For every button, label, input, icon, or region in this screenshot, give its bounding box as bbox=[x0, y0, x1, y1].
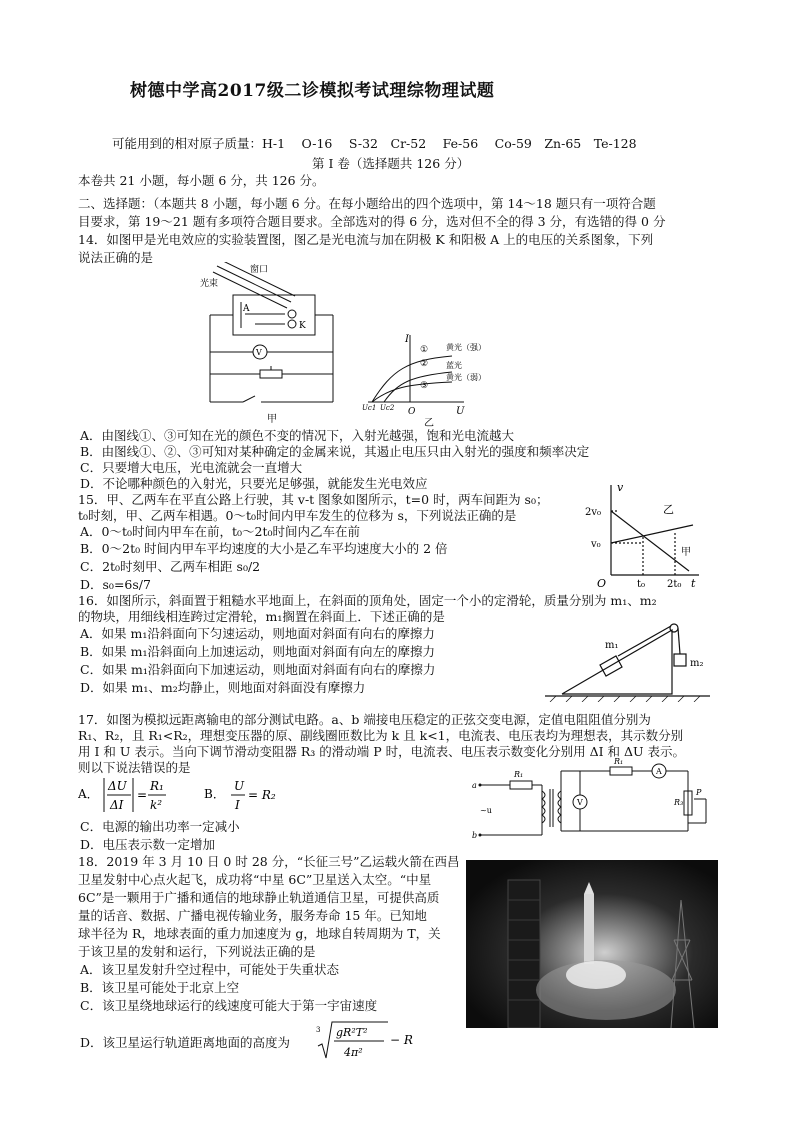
q17-b-num: U bbox=[234, 779, 245, 793]
fig-label-2: 蓝光 bbox=[446, 361, 462, 370]
q18-stem-6: 于该卫星的发射和运行，下列说法正确的是 bbox=[78, 944, 316, 959]
fig-window-label: 窗口 bbox=[250, 265, 269, 275]
fig-uc2: Uc2 bbox=[380, 404, 395, 412]
q18-stem-4: 量的话音、数据、广播电视传输业务，服务寿命 15 年。已知地 bbox=[78, 908, 427, 923]
graph-2t0: 2t₀ bbox=[667, 579, 682, 589]
q18-option-a: A．该卫星发射升空过程中，可能处于失重状态 bbox=[80, 962, 340, 977]
q16-option-a: A．如果 m₁沿斜面向下匀速运动，则地面对斜面有向右的摩擦力 bbox=[80, 626, 435, 641]
circuit-b: b bbox=[472, 831, 478, 840]
q17-option-d: D．电压表示数一定增加 bbox=[80, 837, 216, 852]
q16-incline-figure bbox=[540, 616, 715, 702]
graph-t0: t₀ bbox=[637, 579, 646, 589]
formula-numerator: gR²T² bbox=[336, 1026, 368, 1039]
q16-option-b: B．如果 m₁沿斜面向上加速运动，则地面对斜面有向左的摩擦力 bbox=[80, 644, 436, 659]
formula-tail: − R bbox=[390, 1033, 413, 1047]
graph-v-label: v bbox=[617, 481, 624, 494]
q14-option-c: C．只要增大电压，光电流就会一直增大 bbox=[80, 460, 303, 475]
graph-origin: O bbox=[597, 577, 607, 589]
fig-origin: O bbox=[408, 407, 416, 417]
q15-option-a: A．0～t₀时间内甲车在前，t₀～2t₀时间内乙车在前 bbox=[80, 524, 361, 539]
fig-voltmeter-label: V bbox=[256, 348, 262, 357]
q16-option-c: C．如果 m₁沿斜面向下加速运动，则地面对斜面有向右的摩擦力 bbox=[80, 662, 436, 677]
q17-a-num: ΔU bbox=[108, 779, 127, 793]
fig-curve-3: ③ bbox=[420, 381, 429, 391]
intro: 本卷共 21 小题，每小题 6 分，共 126 分。 bbox=[78, 173, 325, 188]
circuit-a: a bbox=[472, 781, 477, 790]
section-line-2: 目要求，第 19～21 题有多项符合题目要求。全部选对的得 6 分，选对但不全的得 3 分，有选错的得 0 分 bbox=[78, 214, 666, 229]
q14-stem-2: 说法正确的是 bbox=[78, 250, 154, 265]
q18-stem-5: 球半径为 R，地球表面的重力加速度为 g，地球自转周期为 T，关 bbox=[78, 926, 441, 941]
graph-t-label: t bbox=[691, 577, 696, 589]
q17-stem-1: 17．如图为模拟远距离输电的部分测试电路。a、b 端接电压稳定的正弦交变电源，定值电阻阻值分别为 bbox=[78, 712, 651, 727]
q17-option-c: C．电源的输出功率一定减小 bbox=[80, 819, 240, 834]
q18-option-c: C．该卫星绕地球运行的线速度可能大于第一宇宙速度 bbox=[80, 998, 378, 1013]
q18-stem-1: 18．2019 年 3 月 10 日 0 时 28 分，“长征三号”乙运载火箭在西昌 bbox=[78, 854, 460, 869]
q17-stem-3: 用 I 和 U 表示。当向下调节滑动变阻器 R₃ 的滑动端 P 时，电流表、电压表示数变化分别用 ΔI 和 ΔU 表示。 bbox=[78, 744, 686, 759]
q15-stem-1: 15．甲、乙两车在平直公路上行驶，其 v-t 图象如图所示，t=0 时，两车间距为 s₀； bbox=[78, 492, 549, 507]
q18-stem-2: 卫星发射中心点火起飞，成功将“中星 6C”卫星送入太空。“中星 bbox=[78, 872, 432, 887]
graph-2v0: 2v₀ bbox=[585, 507, 602, 518]
circuit-r1-left: R₁ bbox=[514, 770, 524, 779]
q17-option-ab bbox=[78, 774, 278, 816]
q17-b-den: I bbox=[235, 798, 240, 812]
q14-figure-yi bbox=[362, 330, 502, 430]
fig-i-axis: I bbox=[405, 334, 409, 345]
q15-stem-2: t₀时刻，甲、乙两车相遇。0～t₀时间内甲车发生的位移为 s，下列说法正确的是 bbox=[78, 508, 517, 523]
section-line-1: 二、选择题：（本题共 8 小题，每小题 6 分。在每小题给出的四个选项中，第 14～18 题只有一项符合题 bbox=[78, 196, 656, 211]
q14-option-d: D．不论哪种颜色的入射光，只要光足够强，就能发生光电效应 bbox=[80, 476, 428, 491]
q14-stem-1: 14．如图甲是光电效应的实验装置图，图乙是光电流与加在阴极 K 和阳极 A 上的电压的关系图象，下列 bbox=[78, 232, 654, 247]
q18-option-d-formula bbox=[316, 1018, 416, 1064]
svg-text:3: 3 bbox=[316, 1026, 321, 1034]
circuit-r1-right: R₁ bbox=[614, 757, 624, 766]
rocket-launch-photo bbox=[466, 860, 718, 1028]
q16-option-d: D．如果 m₁、m₂均静止，则地面对斜面没有摩擦力 bbox=[80, 680, 366, 695]
q15-option-b: B．0～2t₀ 时间内甲车平均速度的大小是乙车平均速度大小的 2 倍 bbox=[80, 541, 448, 556]
q17-b-rhs: = R₂ bbox=[248, 788, 276, 802]
fig-uc1: Uc1 bbox=[362, 404, 377, 412]
fig-cathode-label: K bbox=[299, 321, 306, 331]
fig-jia-caption: 甲 bbox=[267, 414, 277, 424]
fig-u-axis: U bbox=[456, 406, 465, 417]
part-heading: 第 I 卷（选择题共 126 分） bbox=[312, 156, 470, 171]
q16-stem-2: 的物块，用细线相连跨过定滑轮，m₁搁置在斜面上．下述正确的是 bbox=[78, 609, 445, 624]
formula-denominator: 4π² bbox=[344, 1046, 363, 1059]
fig-anode-label: A bbox=[243, 304, 250, 314]
fig-beam-label: 光束 bbox=[200, 279, 219, 289]
fig-m2-label: m₂ bbox=[690, 658, 704, 669]
graph-v0: v₀ bbox=[591, 539, 601, 550]
q17-stem-2: R₁、R₂，且 R₁<R₂，理想变压器的原、副线圈匝数比为 k 且 k<1，电流表、电压表均为理想表，其示数分别 bbox=[78, 728, 684, 743]
fig-curve-1: ① bbox=[420, 345, 429, 355]
circuit-r3: R₃ bbox=[674, 798, 684, 807]
q18-option-b: B．该卫星可能处于北京上空 bbox=[80, 980, 240, 995]
q14-figure-jia bbox=[195, 262, 345, 424]
q18-option-d-prefix: D．该卫星运行轨道距离地面的高度为 bbox=[80, 1035, 291, 1050]
q18-stem-3: 6C”是一颗用于广播和通信的地球静止轨道通信卫星，可提供高质 bbox=[78, 890, 440, 905]
q14-option-b: B．由图线①、②、③可知对某种确定的金属来说，其遏止电压只由入射光的强度和频率决定 bbox=[80, 444, 590, 459]
circuit-source: ~u bbox=[480, 806, 492, 815]
graph-line-jia: 甲 bbox=[681, 547, 691, 558]
q17-a-den: ΔI bbox=[110, 798, 124, 812]
fig-curve-2: ② bbox=[420, 359, 429, 369]
q17-a-rden: k² bbox=[150, 798, 163, 812]
circuit-voltmeter: V bbox=[577, 798, 583, 807]
q15-option-d: D．s₀=6s/7 bbox=[80, 577, 151, 592]
q16-stem-1: 16．如图所示，斜面置于粗糙水平地面上，在斜面的顶角处，固定一个小的定滑轮，质量分别为 m₁、m₂ bbox=[78, 593, 657, 608]
q15-option-c: C．2t₀时刻甲、乙两车相距 s₀/2 bbox=[80, 559, 261, 574]
fig-yi-caption: 乙 bbox=[424, 418, 434, 429]
fig-label-1: 黄光（强） bbox=[446, 343, 486, 352]
q17-stem-4: 则以下说法错误的是 bbox=[78, 760, 191, 775]
q17-a-rnum: R₁ bbox=[150, 779, 164, 793]
atomic-masses: 可能用到的相对原子质量：H-1 O-16 S-32 Cr-52 Fe-56 Co-59 Zn-65 Te-128 bbox=[112, 136, 637, 151]
q17-circuit-figure bbox=[470, 755, 720, 847]
svg-text:=: = bbox=[137, 788, 148, 802]
fig-m1-label: m₁ bbox=[605, 640, 619, 651]
circuit-ammeter: A bbox=[656, 767, 662, 776]
page-title: 树德中学高2017级二诊模拟考试理综物理试题 bbox=[130, 81, 495, 101]
fig-label-3: 黄光（弱） bbox=[446, 373, 486, 382]
q17-b-prefix: B． bbox=[204, 787, 225, 801]
q15-vt-graph bbox=[583, 477, 703, 589]
circuit-p: P bbox=[696, 788, 702, 797]
q14-option-a: A．由图线①、③可知在光的颜色不变的情况下，入射光越强，饱和光电流越大 bbox=[80, 428, 515, 443]
q17-a-prefix: A． bbox=[78, 787, 99, 801]
graph-line-yi: 乙 bbox=[663, 503, 674, 516]
